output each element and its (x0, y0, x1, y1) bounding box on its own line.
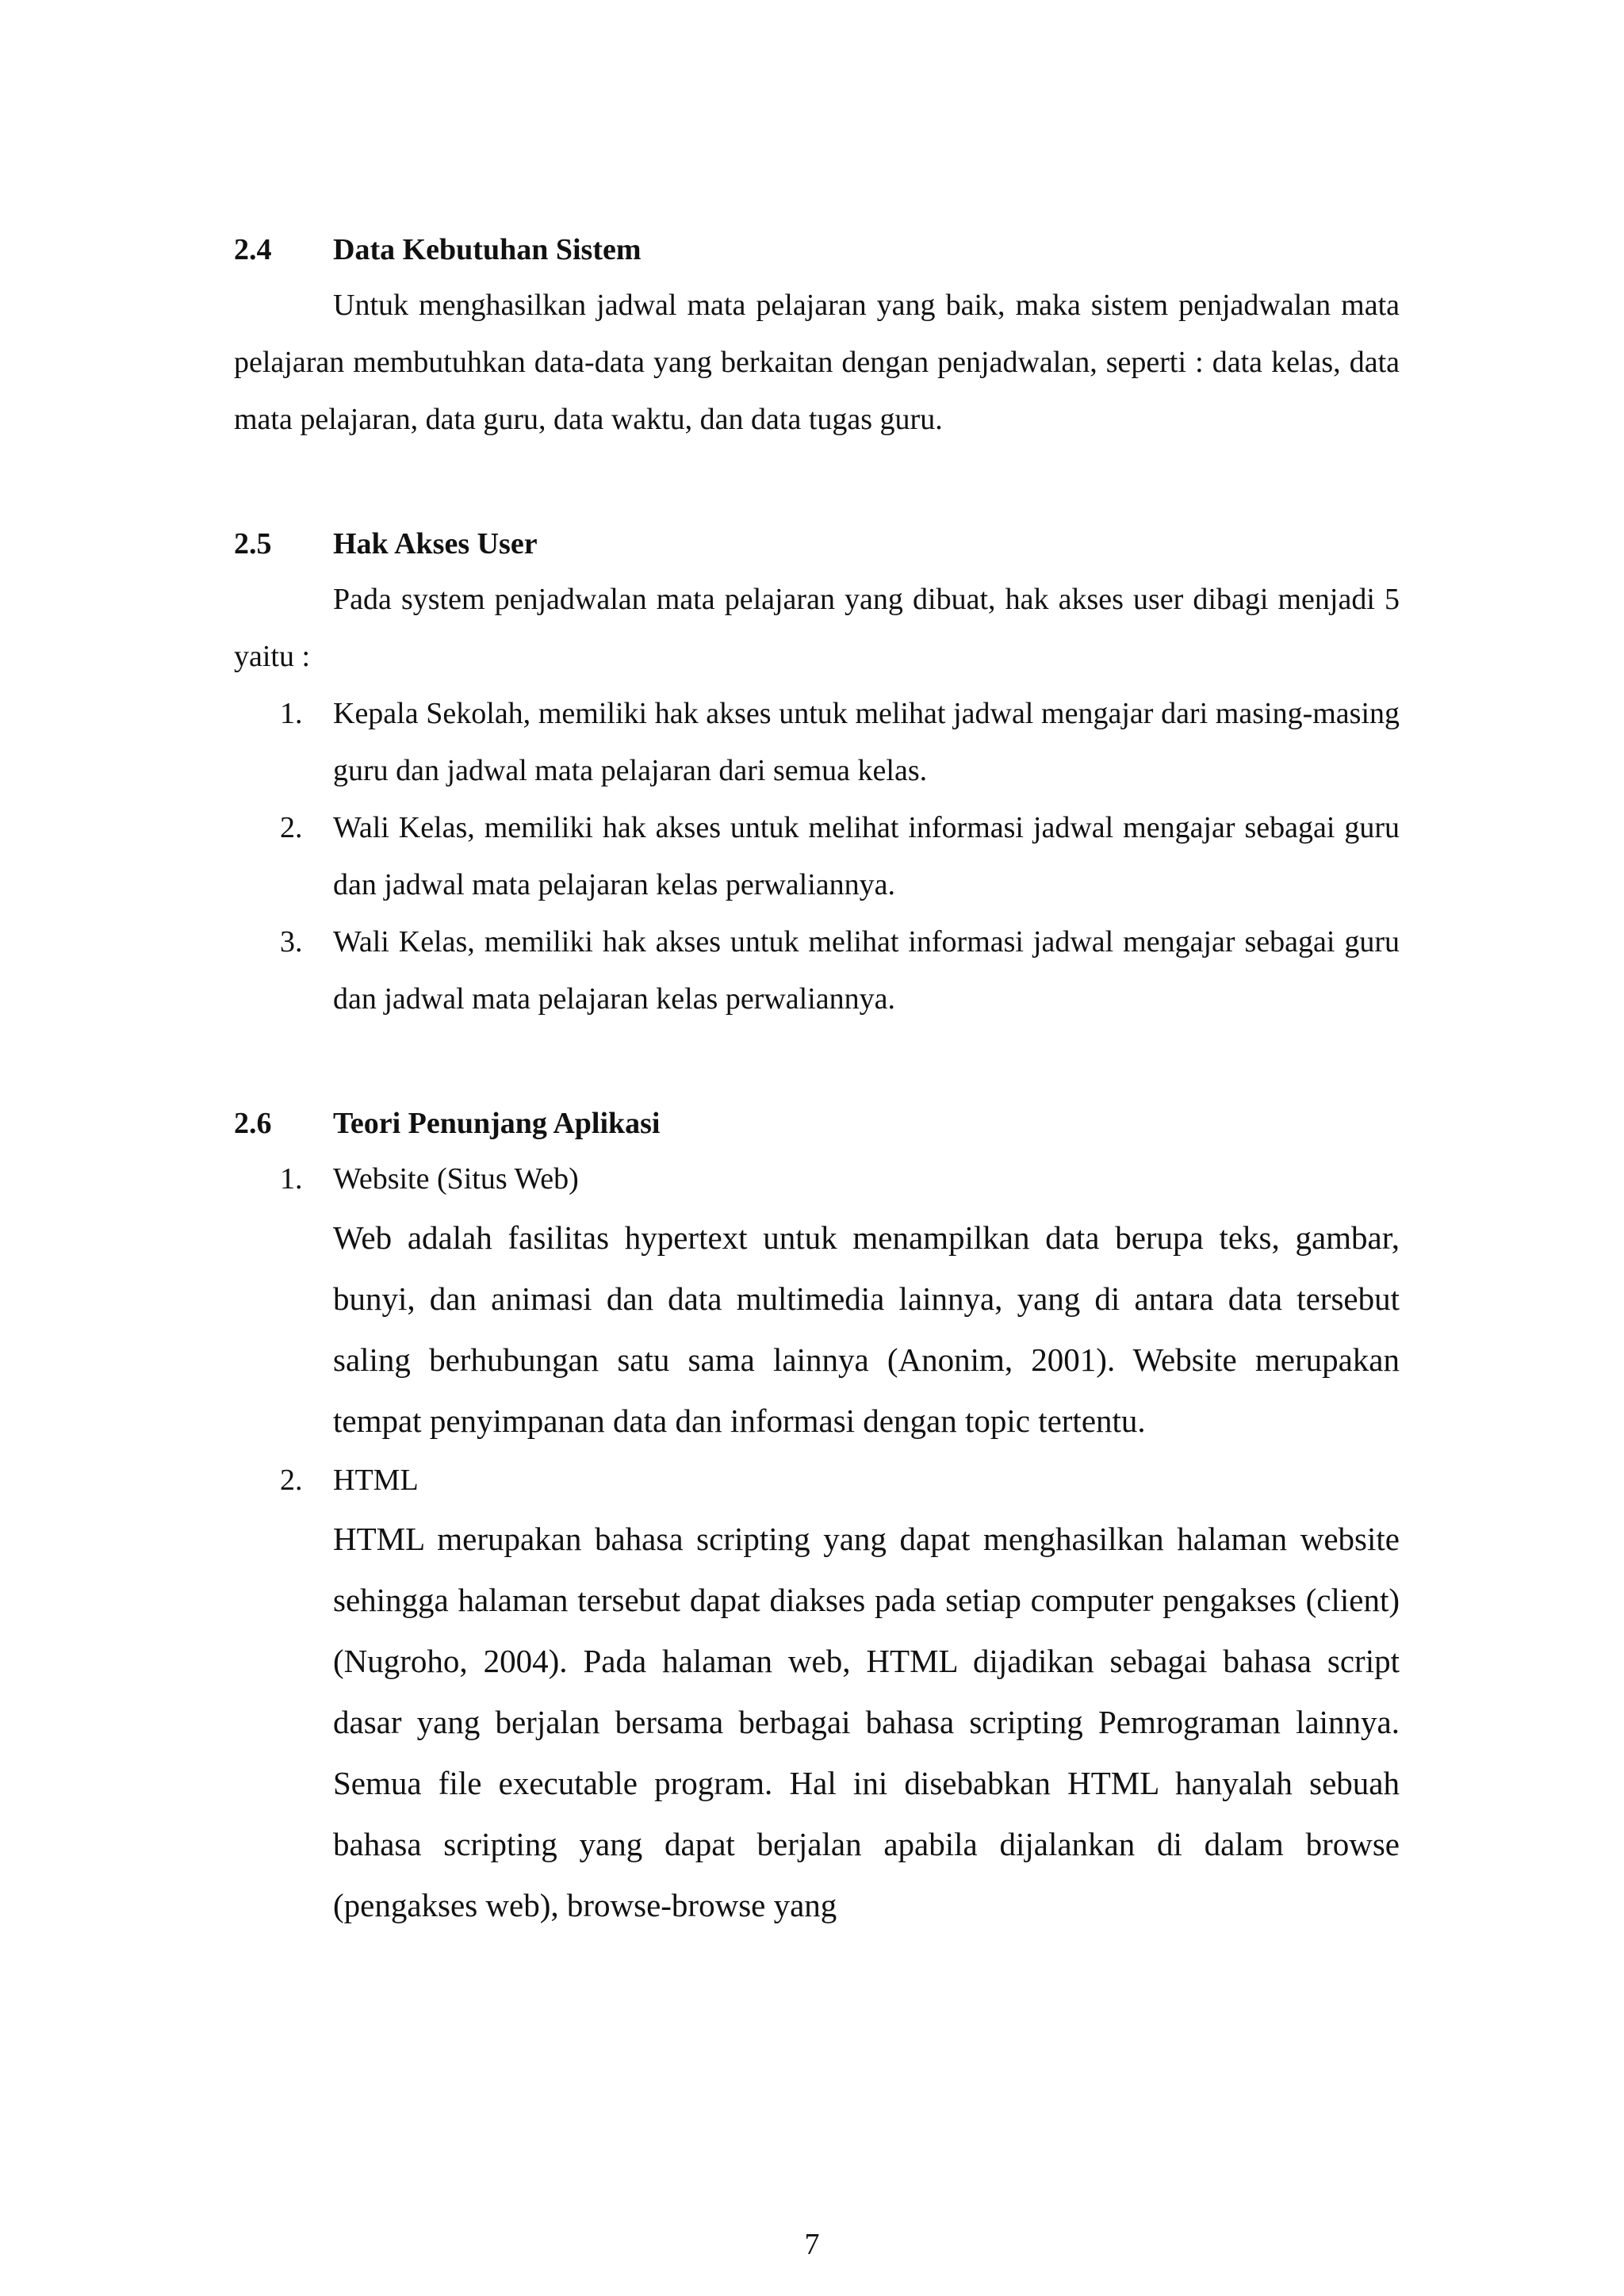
list-item-title: HTML (333, 1464, 419, 1497)
section-number: 2.4 (234, 233, 272, 266)
section-title: Teori Penunjang Aplikasi (333, 1107, 661, 1140)
section-paragraph: Untuk menghasilkan jadwal mata pelajaran yang baik, maka sistem penjadwalan mata pelajaran membutuhkan data-data yang berkaitan dengan penjadwalan, seperti : data kelas, data mata pelajaran, data guru, data waktu, dan data tugas guru. (234, 289, 1400, 436)
list-item-text: Kepala Sekolah, memiliki hak akses untuk melihat jadwal mengajar dari masing-masing guru dan jadwal mata pelajaran dari semua kelas. (333, 697, 1400, 787)
list-item-title: Website (Situs Web) (333, 1162, 579, 1196)
list-item-text: Wali Kelas, memiliki hak akses untuk melihat informasi jadwal mengajar sebagai guru dan jadwal mata pelajaran kelas perwaliannya. (333, 925, 1400, 1016)
section-heading-2-5 (234, 524, 1400, 564)
page-content (234, 230, 1400, 1936)
theory-list (234, 1150, 1400, 1936)
list-marker: 1. (280, 1162, 303, 1196)
list-marker: 3. (280, 925, 303, 959)
list-item (234, 799, 1400, 913)
section-number: 2.5 (234, 527, 272, 561)
list-marker: 2. (280, 1464, 303, 1497)
section-paragraph: Pada system penjadwalan mata pelajaran yang dibuat, hak akses user dibagi menjadi 5 yaitu : (234, 583, 1400, 673)
list-item (234, 685, 1400, 799)
list-item-text: Wali Kelas, memiliki hak akses untuk melihat informasi jadwal mengajar sebagai guru dan jadwal mata pelajaran kelas perwaliannya. (333, 811, 1400, 901)
list-item-body: Web adalah fasilitas hypertext untuk menampilkan data berupa teks, gambar, bunyi, dan animasi dan data multimedia lainnya, yang di antara data tersebut saling berhubungan satu sama lainnya (Anonim, 2001). Website merupakan tempat penyimpanan data dan informasi dengan topic tertentu. (333, 1219, 1400, 1439)
section-number: 2.6 (234, 1107, 272, 1140)
section-spacer (234, 448, 1400, 524)
section-heading-2-4 (234, 230, 1400, 270)
list-item (234, 913, 1400, 1027)
list-item (234, 1452, 1400, 1936)
section-title: Data Kebutuhan Sistem (333, 233, 642, 266)
list-marker: 1. (280, 697, 303, 730)
page-number: 7 (804, 2228, 820, 2261)
section-title: Hak Akses User (333, 527, 538, 561)
list-item-body: HTML merupakan bahasa scripting yang dapat menghasilkan halaman website sehingga halaman tersebut dapat diakses pada setiap computer pengakses (client) (Nugroho, 2004). Pada halaman web, HTML dijadikan sebagai bahasa script dasar yang berjalan bersama berbagai bahasa scripting Pemrograman lainnya. Semua file executable program. Hal ini disebabkan HTML hanyalah sebuah bahasa scripting yang dapat berjalan apabila dijalankan di dalam browse (pengakses web), browse-browse yang (333, 1521, 1400, 1923)
list-marker: 2. (280, 811, 303, 844)
section-spacer (234, 1027, 1400, 1104)
section-heading-2-6 (234, 1104, 1400, 1143)
list-item (234, 1150, 1400, 1452)
access-list (234, 685, 1400, 1027)
